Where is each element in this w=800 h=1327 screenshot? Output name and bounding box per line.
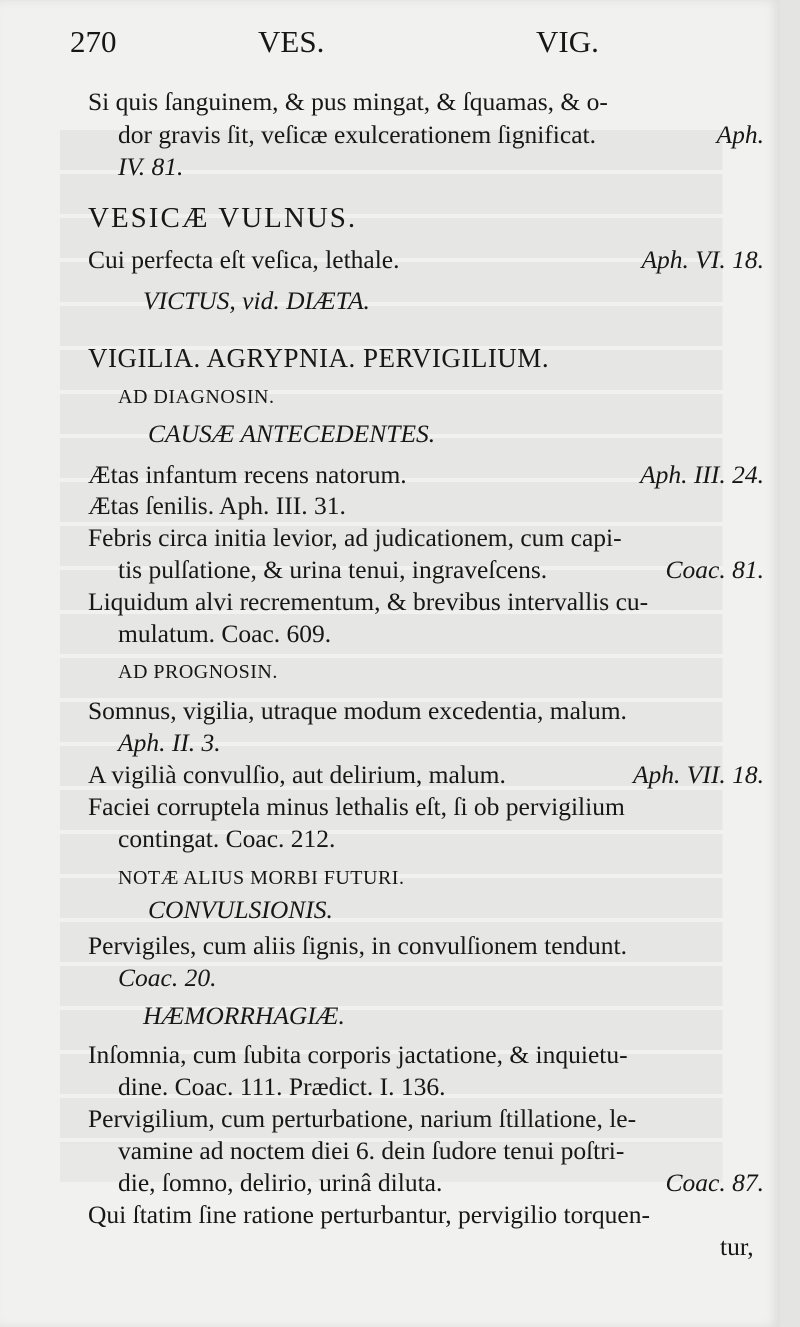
- text-line: Ætas ſenilis. Aph. III. 31.: [88, 491, 346, 520]
- text-line: Si quis ſanguinem, & pus mingat, & ſquamas, & o-: [88, 87, 608, 116]
- text-line: dine. Coac. 111. Prædict. I. 136.: [118, 1072, 446, 1101]
- text-line: VICTUS, vid. DIÆTA.: [143, 286, 370, 315]
- text-line: tis pulſatione, & urina tenui, ingraveſcens.: [118, 555, 548, 584]
- text-line: die, ſomno, delirio, urinâ diluta.: [118, 1168, 443, 1197]
- text-line: Inſomnia, cum ſubita corporis jactatione, & inquietu-: [88, 1040, 628, 1069]
- text-line: CONVULSIONIS.: [148, 895, 333, 924]
- text-line: vamine ad noctem diei 6. dein ſudore tenui poſtri-: [118, 1136, 625, 1165]
- page-number: 270: [70, 24, 117, 59]
- reference-citation: Aph. VII. 18.: [632, 760, 764, 789]
- text-line: HÆMORRHAGIÆ.: [143, 1001, 345, 1030]
- running-head-right: VIG.: [536, 24, 599, 59]
- text-line: VESICÆ VULNUS.: [88, 202, 358, 234]
- text-line: Liquidum alvi recrementum, & brevibus intervallis cu-: [88, 587, 649, 616]
- text-line: A vigilià convulſio, aut delirium, malum.: [88, 760, 506, 789]
- reference-citation: Aph. VI. 18.: [641, 245, 764, 274]
- reference-citation: Coac. 87.: [665, 1168, 764, 1197]
- text-line: AD DIAGNOSIN.: [118, 386, 275, 408]
- page-edge: [780, 0, 800, 1327]
- running-head-left: VES.: [258, 24, 325, 59]
- reference-citation: Aph. III. 24.: [640, 460, 764, 489]
- text-line: Febris circa initia levior, ad judicationem, cum capi-: [88, 523, 622, 552]
- text-line: Aph. II. 3.: [118, 728, 221, 757]
- text-line: CAUSÆ ANTECEDENTES.: [148, 419, 436, 448]
- text-line: dor gravis ſit, veſicæ exulcerationem ſignificat.: [118, 120, 596, 149]
- text-line: mulatum. Coac. 609.: [118, 619, 332, 648]
- text-line: Pervigilium, cum perturbatione, narium ſtillatione, le-: [88, 1104, 637, 1133]
- reference-citation: Coac. 81.: [665, 555, 764, 584]
- text-line: AD PROGNOSIN.: [118, 661, 278, 683]
- text-line: NOTÆ ALIUS MORBI FUTURI.: [118, 867, 405, 889]
- text-line: Cui perfecta eſt veſica, lethale.: [88, 245, 400, 274]
- text-line: Coac. 20.: [118, 963, 217, 992]
- text-line: contingat. Coac. 212.: [118, 824, 336, 853]
- text-line: IV. 81.: [118, 152, 184, 181]
- text-line: Ætas infantum recens natorum.: [88, 460, 407, 489]
- reference-citation: Aph.: [716, 120, 764, 149]
- text-line: tur,: [720, 1232, 754, 1261]
- text-line: Qui ſtatim ſine ratione perturbantur, pervigilio torquen-: [88, 1200, 650, 1229]
- text-line: Somnus, vigilia, utraque modum excedentia, malum.: [88, 696, 627, 725]
- text-line: Faciei corruptela minus lethalis eſt, ſi ob pervigilium: [88, 792, 625, 821]
- text-line: Pervigiles, cum aliis ſignis, in convulſionem tendunt.: [88, 931, 627, 960]
- text-line: VIGILIA. AGRYPNIA. PERVIGILIUM.: [88, 343, 550, 373]
